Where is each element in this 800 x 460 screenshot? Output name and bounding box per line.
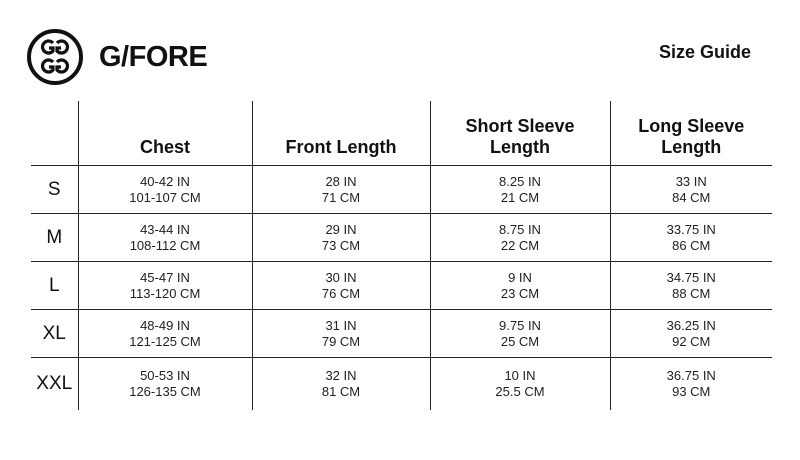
cell-centimeters: 101-107 CM — [129, 189, 201, 205]
cell-inches: 33.75 IN — [666, 221, 716, 237]
g-fore-logo-icon — [27, 29, 83, 85]
cell-centimeters: 113-120 CM — [129, 285, 201, 301]
cell-centimeters: 86 CM — [672, 237, 711, 253]
cell-centimeters: 21 CM — [500, 189, 540, 205]
short-sleeve-length-cell — [430, 166, 610, 214]
cell-centimeters: 126-135 CM — [129, 384, 201, 399]
cell-inches: 8.25 IN — [499, 173, 541, 189]
chest-cell — [78, 358, 252, 411]
cell-inches: 8.75 IN — [499, 221, 541, 237]
cell-inches: 9.75 IN — [499, 317, 541, 333]
column-header-chest: Chest — [78, 101, 252, 166]
size-label: M — [31, 214, 78, 262]
cell-centimeters: 108-112 CM — [129, 237, 201, 253]
cell-inches: 40-42 IN — [140, 173, 190, 189]
column-header-short-sleeve-length: Short Sleeve Length — [430, 101, 610, 166]
short-sleeve-length-cell — [430, 358, 610, 411]
size-label: L — [31, 262, 78, 310]
table-row — [31, 214, 772, 262]
cell-centimeters: 25 CM — [500, 333, 540, 349]
cell-centimeters: 92 CM — [672, 333, 711, 349]
column-header-front-length: Front Length — [252, 101, 430, 166]
cell-inches: 33 IN — [675, 173, 707, 189]
size-column-header — [31, 101, 78, 166]
cell-inches: 36.75 IN — [666, 368, 716, 383]
cell-inches: 32 IN — [325, 368, 357, 383]
cell-inches: 34.75 IN — [666, 269, 716, 285]
chest-cell — [78, 310, 252, 358]
cell-inches: 36.25 IN — [666, 317, 716, 333]
table-row — [31, 166, 772, 214]
front-length-cell — [252, 214, 430, 262]
short-sleeve-length-cell — [430, 262, 610, 310]
table-row — [31, 358, 772, 411]
short-sleeve-length-cell — [430, 214, 610, 262]
short-sleeve-length-cell — [430, 310, 610, 358]
chest-cell — [78, 214, 252, 262]
cell-centimeters: 22 CM — [500, 237, 540, 253]
cell-inches: 45-47 IN — [140, 269, 190, 285]
brand-logo — [27, 29, 207, 85]
cell-centimeters: 79 CM — [321, 333, 361, 349]
brand-name: G/FORE — [99, 40, 208, 73]
size-label: XXL — [36, 373, 73, 394]
size-label: XL — [31, 310, 78, 358]
cell-inches: 50-53 IN — [140, 368, 190, 383]
cell-centimeters: 71 CM — [321, 189, 361, 205]
cell-centimeters: 73 CM — [321, 237, 361, 253]
cell-centimeters: 76 CM — [321, 285, 361, 301]
column-header-long-sleeve-length: Long Sleeve Length — [610, 101, 772, 166]
size-label: S — [31, 166, 78, 214]
cell-inches: 10 IN — [504, 368, 536, 383]
chest-cell — [78, 262, 252, 310]
long-sleeve-length-cell — [610, 262, 772, 310]
cell-inches: 28 IN — [325, 173, 357, 189]
front-length-cell — [252, 310, 430, 358]
cell-centimeters: 81 CM — [321, 384, 361, 399]
page-title: Size Guide — [658, 42, 751, 62]
front-length-cell — [252, 166, 430, 214]
cell-inches: 29 IN — [325, 221, 357, 237]
cell-inches: 9 IN — [508, 269, 532, 285]
long-sleeve-length-cell — [610, 310, 772, 358]
cell-inches: 30 IN — [325, 269, 357, 285]
cell-centimeters: 25.5 CM — [495, 384, 545, 399]
cell-inches: 31 IN — [325, 317, 357, 333]
cell-inches: 43-44 IN — [140, 221, 190, 237]
chest-cell — [78, 166, 252, 214]
long-sleeve-length-cell — [610, 358, 772, 411]
cell-centimeters: 88 CM — [672, 285, 711, 301]
cell-centimeters: 84 CM — [672, 189, 711, 205]
table-header-row — [31, 101, 772, 166]
cell-inches: 48-49 IN — [140, 317, 190, 333]
long-sleeve-length-cell — [610, 166, 772, 214]
cell-centimeters: 93 CM — [672, 384, 711, 399]
long-sleeve-length-cell — [610, 214, 772, 262]
table-row — [31, 310, 772, 358]
cell-centimeters: 23 CM — [500, 285, 540, 301]
table-row — [31, 262, 772, 310]
front-length-cell — [252, 358, 430, 411]
front-length-cell — [252, 262, 430, 310]
size-guide-table — [31, 101, 772, 410]
cell-centimeters: 121-125 CM — [129, 333, 201, 349]
